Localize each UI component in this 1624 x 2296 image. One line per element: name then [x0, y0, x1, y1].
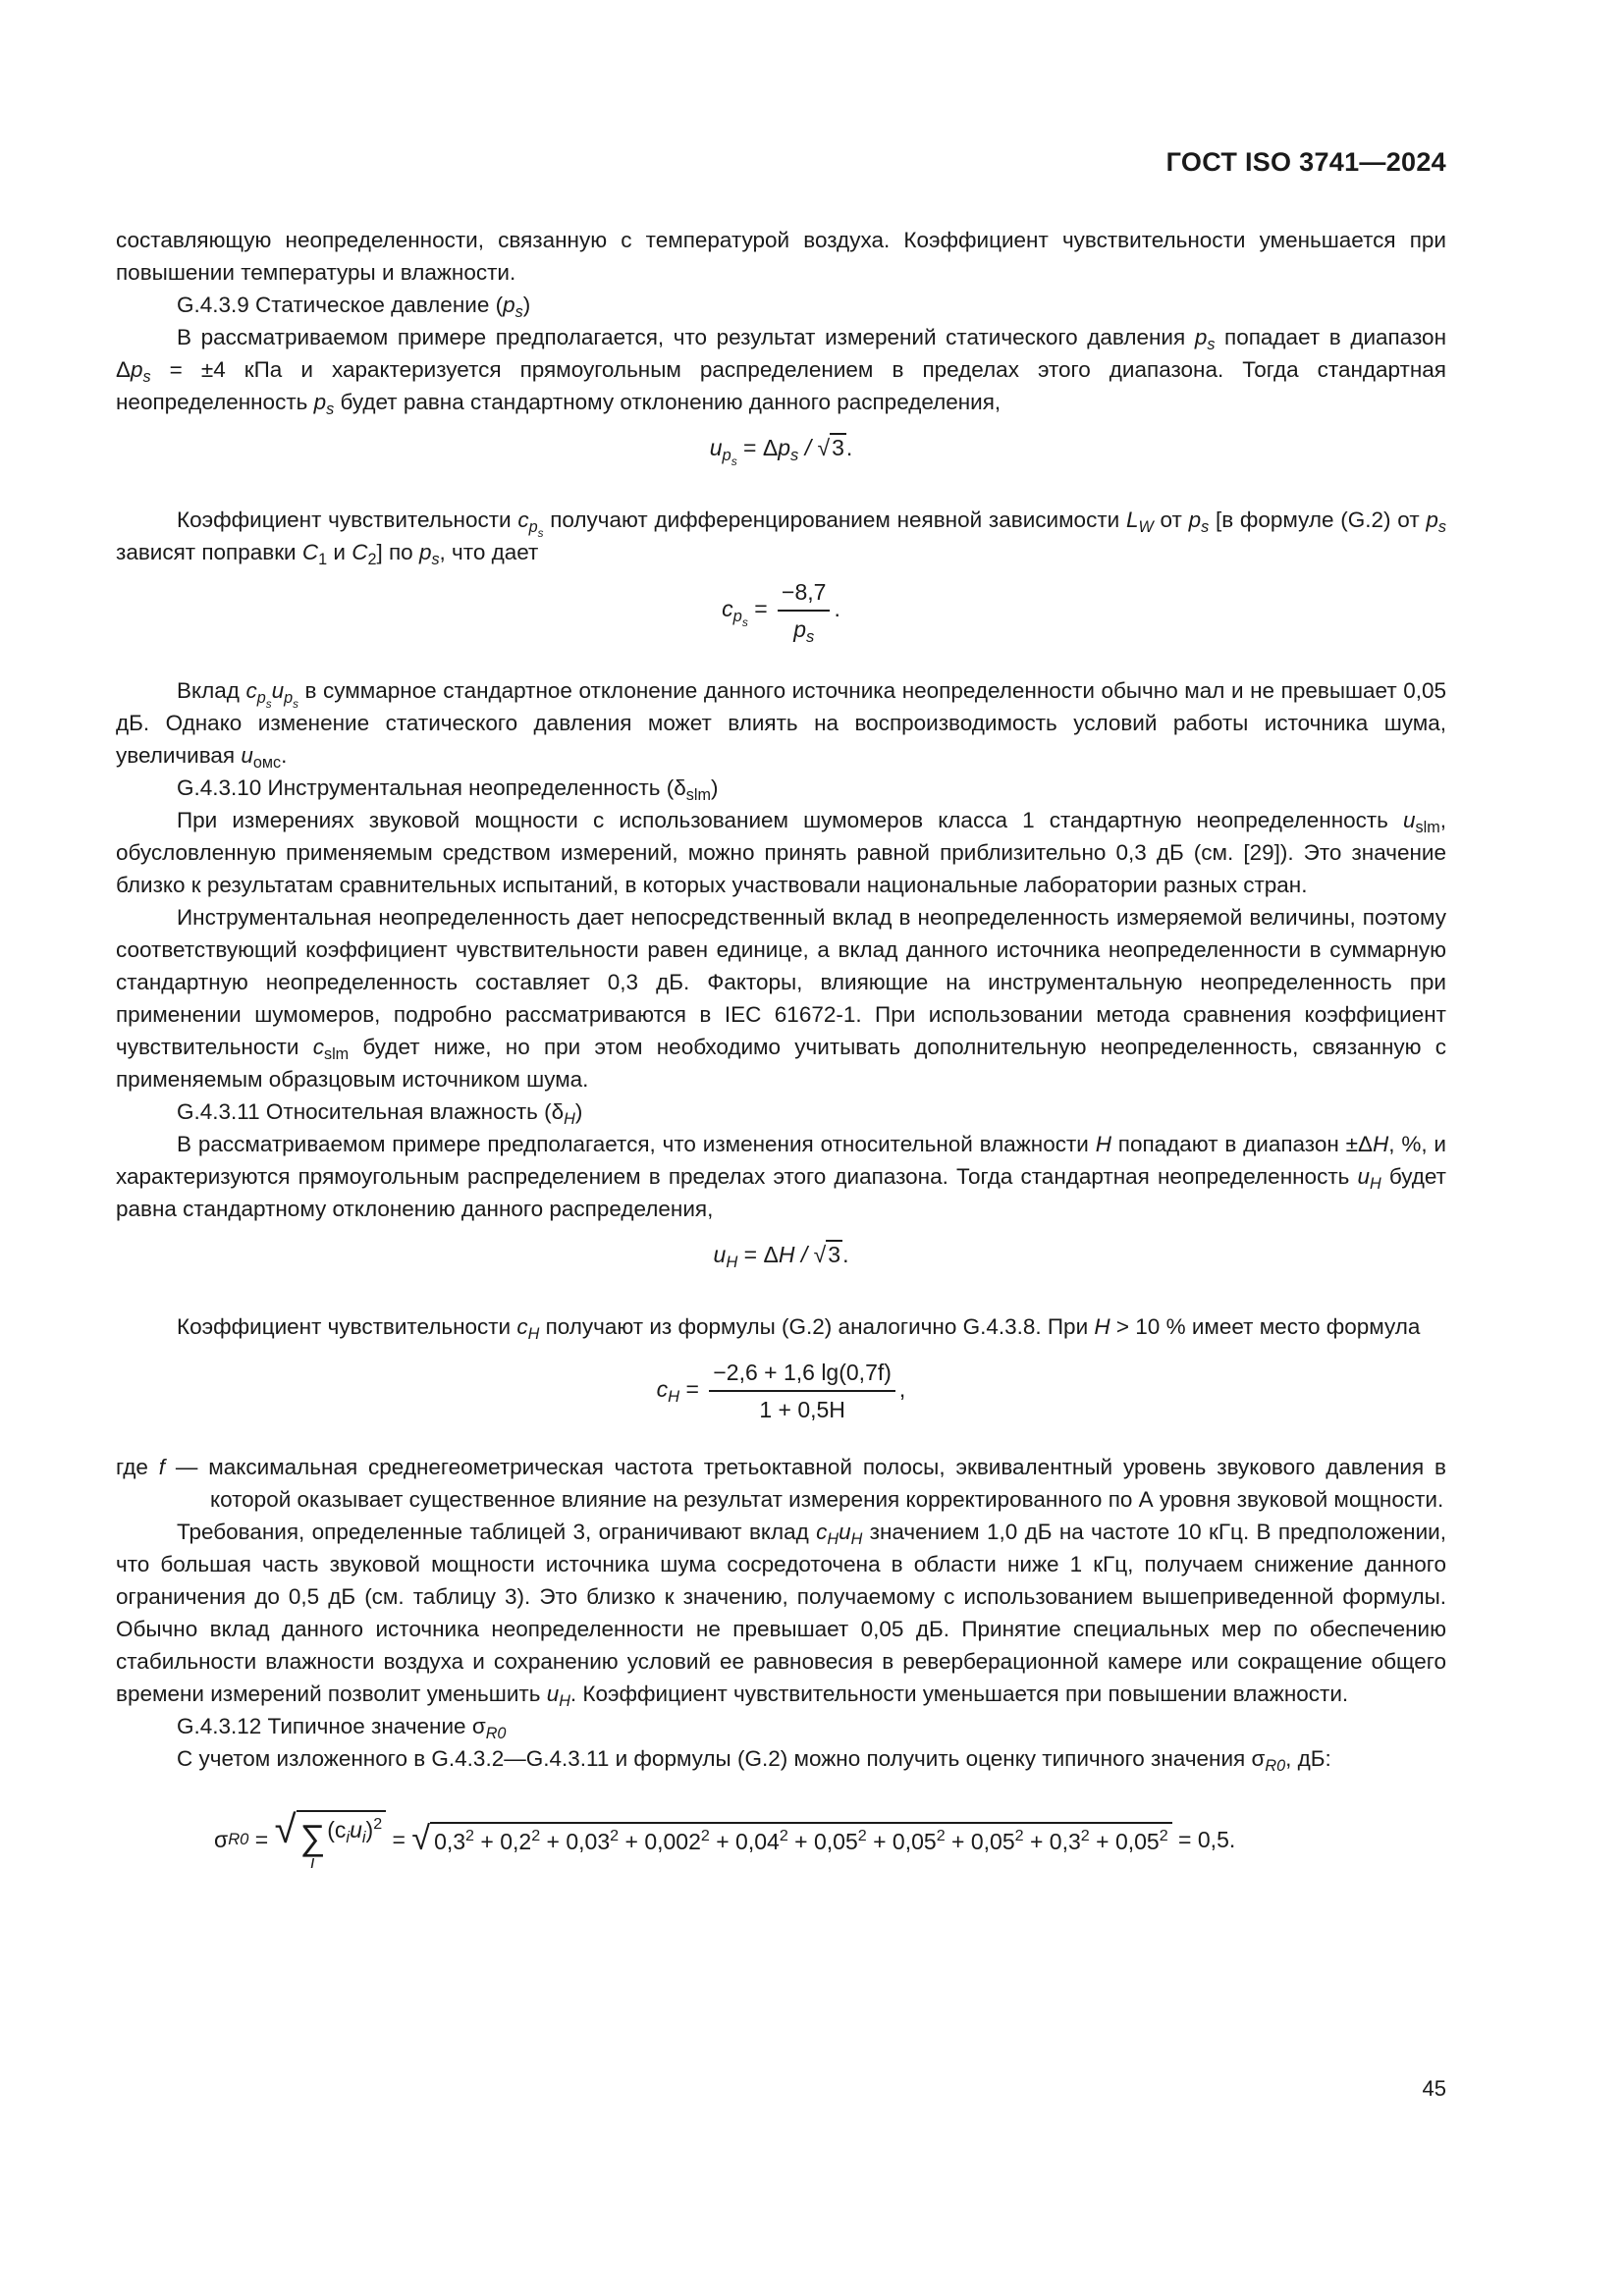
squared-values: $0,3^2 + 0,2^2 + 0,03^2 + 0,002^2 + 0,04^2 + 0,05^2 + 0,05^2 + 0,05^2 + 0,3^2 + 0,05^2$ — [430, 1822, 1172, 1858]
squared-term: 0,05 — [813, 1828, 858, 1854]
paragraph: Вклад $c_{p_s}u_{p_s}$ в суммарное стандартное отклонение данного источника неопределенности обычно мал и не превышает 0,05 дБ. Однако изменение статического давления может влиять на воспроизводимость условий работы источника шума, увеличивая $u_{омс}$. — [116, 678, 1446, 772]
sqrt-symbol: √3 — [813, 1242, 841, 1267]
squared-term: 0,3 — [1049, 1828, 1081, 1854]
paragraph: Инструментальная неопределенность дает непосредственный вклад в неопределенность измеряемой величины, поэтому соответствующий коэффициент чувствительности равен единице, а вклад данного источника неопределенности в суммарную стандартную неопределенность составляет 0,3 дБ. Факторы, влияющие на инструментальную неопределенность при применении шумомеров, подробно рассматриваются в IEC 61672-1. При использовании метода сравнения коэффициент чувствительности $c_{slm}$ будет ниже, но при этом необходимо учитывать дополнительную неопределенность, связанную с применяемым образцовым источником шума. — [116, 905, 1446, 1092]
squared-term: 0,03 — [566, 1828, 611, 1854]
formula-sigma-r0: σ R0 = √ ∑ i $(c_iu_i)^2$ = √ $0,3^2 + 0,2^2 + 0,03^2 + 0,002^2 + 0,04^2 + 0,05^2 + 0,05^2 + 0,05^2 + 0,3^2 + 0,05^2$ = 0,5. — [214, 1808, 1236, 1872]
fraction: $\frac{-2,6 + 1,6 \lg(0,7f)}{1 + 0,5H}$ — [709, 1357, 895, 1425]
document-standard-header: ГОСТ ISO 3741—2024 — [1165, 147, 1446, 177]
section-heading-g439: G.4.3.9 Статическое давление $(p_s)$ — [177, 293, 531, 321]
paragraph: В рассматриваемом примере предполагается, что результат измерений статического давления $p_s$ попадает в диапазон $\Delta p_s = \pm 4$ кПа и характеризуется прямоугольным распределением в пределах этого диапазона. Тогда стандартная неопределенность $p_s$ будет равна стандартному отклонению данного распределения, — [116, 325, 1446, 418]
paragraph: При измерениях звуковой мощности с использованием шумомеров класса 1 стандартную неопределенность $u_{slm}$, обусловленную применяемым средством измерений, можно принять равной приблизительно 0,3 дБ (см. [29]). Это значение близко к результатам сравнительных испытаний, в которых участвовали национальные лаборатории разных стран. — [116, 808, 1446, 897]
sqrt-symbol: √ ∑ i $(c_iu_i)^2$ — [275, 1810, 387, 1870]
paragraph: С учетом изложенного в G.4.3.2—G.4.3.11 и формулы (G.2) можно получить оценку типичного значения $\sigma_{R0}$, дБ: — [177, 1746, 1331, 1775]
page-number: 45 — [1422, 2076, 1446, 2101]
sqrt-symbol: √ $0,3^2 + 0,2^2 + 0,03^2 + 0,002^2 + 0,04^2 + 0,05^2 + 0,05^2 + 0,05^2 + 0,3^2 + 0,05^2$ — [411, 1822, 1171, 1858]
paragraph: Коэффициент чувствительности $c_{p_s}$ получают дифференцированием неявной зависимости $L_W$ от $p_s$ [в формуле (G.2) от $p_s$ зависят поправки $C_1$ и $C_2$] по $p_s$, что дает — [116, 507, 1446, 568]
paragraph-continuation: составляющую неопределенности, связанную с температурой воздуха. Коэффициент чувствительности уменьшается при повышении температуры и влажности. — [116, 228, 1446, 285]
paragraph: Требования, определенные таблицей 3, ограничивают вклад $c_Hu_H$ значением 1,0 дБ на частоте 10 кГц. В предположении, что большая часть звуковой мощности источника шума сосредоточена в области ниже 1 кГц, получаем снижение данного ограничения до 0,5 дБ (см. таблицу 3). Это близко к значению, получаемому с использованием вышеприведенной формулы. Обычно вклад данного источника неопределенности не превышает 0,05 дБ. Принятие специальных мер по обеспечению стабильности влажности воздуха и сохранению условий ее равновесия в реверберационной камере или сокращение общего времени измерений позволит уменьшить $u_H$. Коэффициент чувствительности уменьшается при повышении влажности. — [116, 1520, 1446, 1710]
squared-term: 0,04 — [735, 1828, 780, 1854]
formula-u-ps: $u_{p_s} = \Delta p_s / √3$. — [116, 432, 1446, 464]
section-heading-g4311: G.4.3.11 Относительная влажность $(\delta_H)$ — [177, 1099, 583, 1128]
document-body — [116, 224, 1446, 1870]
fraction: $\frac{-8,7}{p_s}$ — [778, 576, 830, 645]
sqrt-symbol: √3 — [817, 435, 844, 460]
paragraph: В рассматриваемом примере предполагается, что изменения относительной влажности H попадают в диапазон ±ΔH, %, и характеризуются прямоугольным распределением в пределах этого диапазона. Тогда стандартная неопределенность $u_H$ будет равна стандартному отклонению данного распределения, — [116, 1132, 1446, 1221]
squared-term: 0,05 — [970, 1828, 1015, 1854]
formula-c-h: $c_H$ = $\frac{-2,6 + 1,6 \lg(0,7f)}{1 + 0,5H}$ , — [116, 1357, 1446, 1425]
squared-term: 0,3 — [434, 1828, 466, 1854]
paragraph: Коэффициент чувствительности $c_H$ получают из формулы (G.2) аналогично G.4.3.8. При H > 10 % имеет место формула — [177, 1314, 1421, 1343]
formula-c-ps: $c_{p_s}$ = $\frac{-8,7}{p_s}$ . — [116, 576, 1446, 645]
squared-term: 0,05 — [1114, 1828, 1160, 1854]
squared-term: 0,002 — [644, 1828, 701, 1854]
where-definition: где f — максимальная среднегеометрическая частота третьоктавной полосы, эквивалентный уровень звукового давления в которой оказывает существенное влияние на результат измерения корректированного по А уровня звуковой мощности. — [116, 1455, 1446, 1512]
section-heading-g4312: G.4.3.12 Типичное значение $\sigma_{R0}$ — [177, 1714, 507, 1742]
section-heading-g4310: G.4.3.10 Инструментальная неопределенность $(\delta_{slm})$ — [177, 775, 719, 804]
formula-u-h: $u_H = \Delta H / √3$. — [116, 1239, 1446, 1271]
squared-term: 0,05 — [892, 1828, 937, 1854]
squared-term: 0,2 — [500, 1828, 532, 1854]
